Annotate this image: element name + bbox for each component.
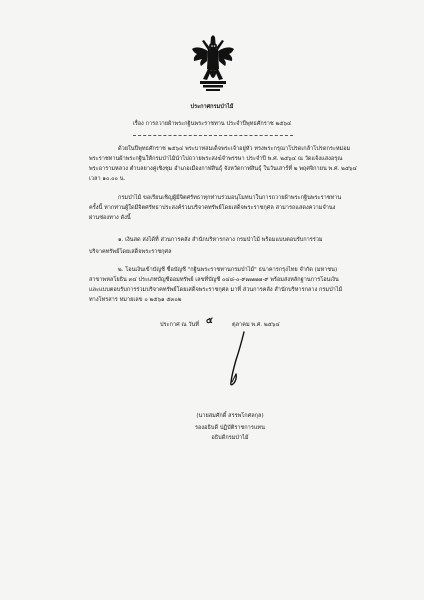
document-heading: ประกาศกรมป่าไม้ xyxy=(190,104,234,110)
handwritten-signature xyxy=(222,330,262,390)
para1-line: เวลา ๑๐.๐๐ น. xyxy=(89,176,126,182)
announce-day: ๕ xyxy=(206,316,213,326)
para1-line: พระราชทานผ้าพระกฐินให้กรมป่าไม้นำไปถวายพระสงฆ์จำพรรษา ประจำปี พ.ศ. ๒๕๖๔ ณ วัดแจ้งแสงอรุณ xyxy=(89,156,343,162)
signatory-name: (นายสมศักดิ์ สรรพโกศลกุล) xyxy=(196,413,264,419)
item2-line: ๒. โอนเงินเข้าบัญชี ชื่อบัญชี "กฐินพระราชทานกรมป่าไม้" ธนาคารกรุงไทย จำกัด (มหาชน) xyxy=(118,267,338,273)
garuda-emblem-icon xyxy=(190,35,236,93)
item1-line: ๑. เงินสด ส่งได้ที่ ส่วนการคลัง สำนักบริหารกลาง กรมป่าไม้ พร้อมแบบตอบรับการร่วม xyxy=(118,237,323,243)
item2-line: สาขาพหลโยธิน ๓๔ ประเภทบัญชีออมทรัพย์ เลขที่บัญชี ๐๔๘-๐-๙๗๗๗๗-๙ พร้อมส่งหลักฐานการโอนเงิน xyxy=(89,277,339,283)
item2-line: ทางโทรสาร หมายเลข ๐ ๒๕๖๑ ๕๓๐๒ xyxy=(89,297,182,303)
para2-line: กรมป่าไม้ ขอเรียนเชิญผู้มีจิตศรัทธาทุกท่านร่วมอนุโมทนาในการถวายผ้าพระกฐินพระราชทาน xyxy=(118,195,342,201)
item1-line: บริจาคทรัพย์โดยเสด็จพระราชกุศล xyxy=(89,249,172,255)
signatory-agency: อธิบดีกรมป่าไม้ xyxy=(211,435,249,441)
announce-prefix: ประกาศ ณ วันที่ xyxy=(160,322,200,328)
para2-line: ผ่านช่องทาง ดังนี้ xyxy=(89,215,131,221)
item2-line: และแบบตอบรับการร่วมบริจาคทรัพย์โดยเสด็จพระราชกุศล มาที่ ส่วนการคลัง สำนักบริหารกลาง กรมป่าไม้ xyxy=(89,287,343,293)
para1-line: ด้วยในปีพุทธศักราช ๒๕๖๔ พระบาทสมเด็จพระเจ้าอยู่หัว ทรงพระกรุณาโปรดเกล้าโปรดกระหม่อม xyxy=(118,146,351,152)
signatory-position: รองอธิบดี ปฏิบัติราชการแทน xyxy=(195,425,265,431)
document-subject: เรื่อง การถวายผ้าพระกฐินพระราชทาน ประจำปีพุทธศักราช ๒๕๖๔ xyxy=(132,121,292,127)
announce-month-year: ตุลาคม พ.ศ. ๒๕๖๔ xyxy=(232,322,280,328)
para2-line: ครั้งนี้ หากท่านผู้ใดมีจิตศรัทธาประสงค์ร่วมบริจาคทรัพย์โดยเสด็จพระราชกุศล สามารถแสดงความจำนง xyxy=(89,205,336,211)
para1-line: พระอารามหลวง ตำบลยางคู่เชิงชุม อำเภอเมืองกาฬสินธุ์ จังหวัดกาฬสินธุ์ ในวันเสาร์ที่ ๒ พฤศจิกายน พ.ศ. ๒๕๖๔ xyxy=(89,166,357,172)
heading-divider xyxy=(133,135,293,136)
